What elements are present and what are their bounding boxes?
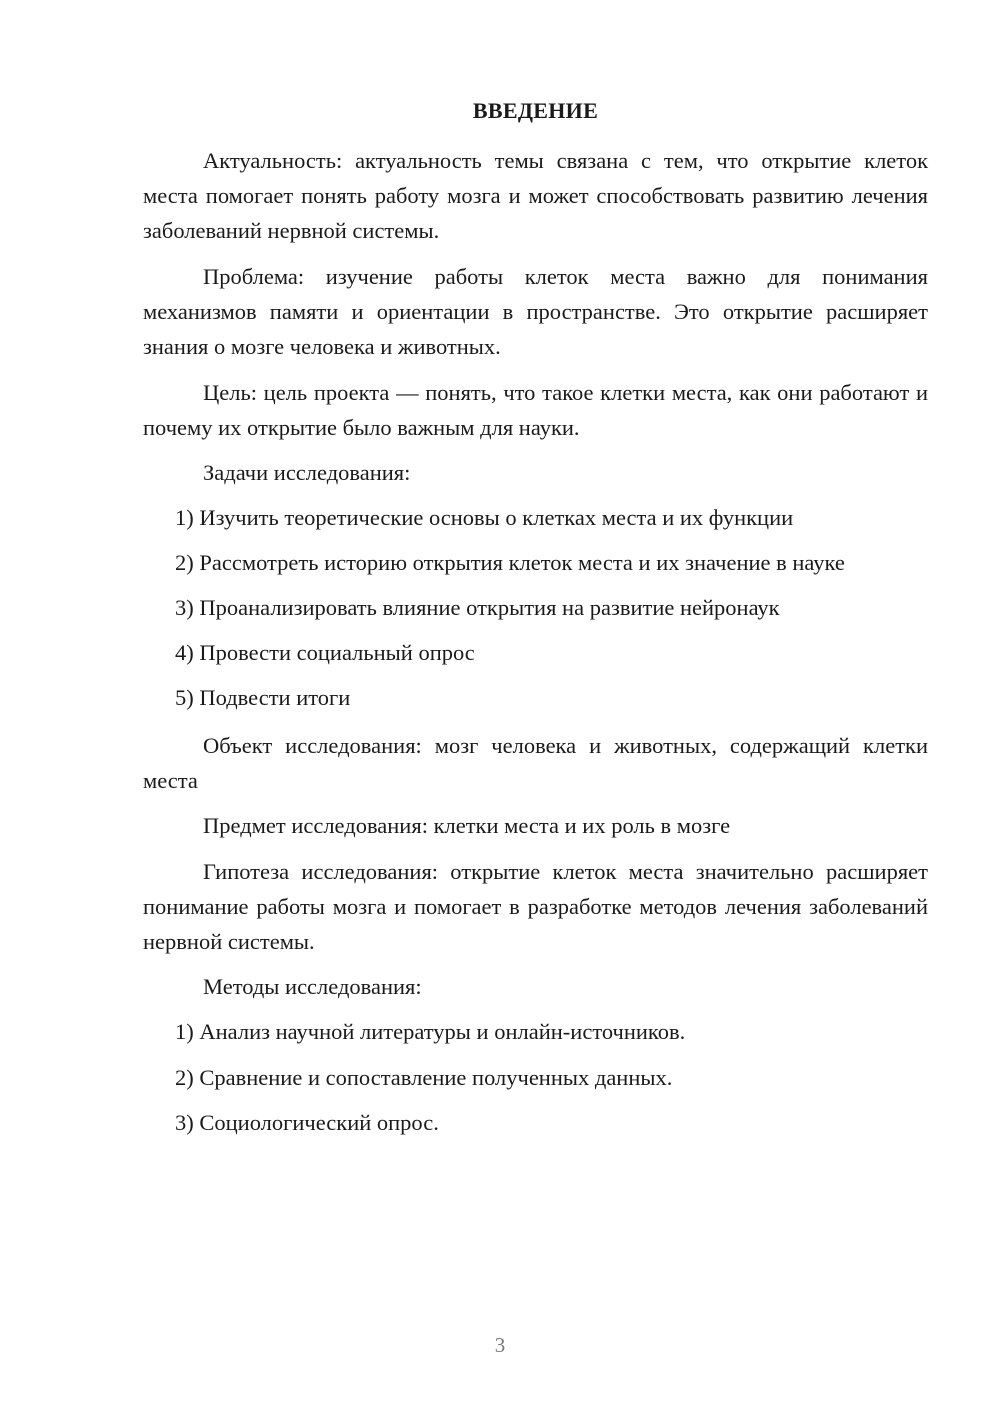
problem-paragraph: Проблема: изучение работы клеток места важно для понимания механизмов памяти и ориентации в пространстве. Это открытие расширяет знания о мозге человека и животных. [143,264,928,359]
goal-paragraph: Цель: цель проекта — понять, что такое клетки места, как они работают и почему их открытие было важным для науки. [143,380,928,440]
hypothesis-paragraph: Гипотеза исследования: открытие клеток места значительно расширяет понимание работы мозга и помогает в разработке методов лечения заболеваний нервной системы. [143,859,928,954]
method-item-3: 3) Социологический опрос. [175,1110,439,1135]
task-item-2: 2) Рассмотреть историю открытия клеток места и их значение в науке [175,550,845,575]
relevance-paragraph: Актуальность: актуальность темы связана с тем, что открытие клеток места помогает понять работу мозга и может способствовать развитию лечения заболеваний нервной системы. [143,148,928,243]
task-item-1: 1) Изучить теоретические основы о клетках места и их функции [175,505,794,530]
page-number: 3 [494,1333,506,1357]
page-title: ВВЕДЕНИЕ [472,98,599,123]
method-item-2: 2) Сравнение и сопоставление полученных данных. [175,1065,673,1090]
task-item-5: 5) Подвести итоги [175,685,351,710]
method-item-1: 1) Анализ научной литературы и онлайн-источников. [175,1019,686,1044]
subject-paragraph: Предмет исследования: клетки места и их роль в мозге [203,813,731,838]
object-paragraph: Объект исследования: мозг человека и животных, содержащий клетки места [143,733,928,793]
task-item-4: 4) Провести социальный опрос [175,640,475,665]
methods-heading: Методы исследования: [203,974,422,999]
tasks-heading: Задачи исследования: [203,460,411,485]
task-item-3: 3) Проанализировать влияние открытия на развитие нейронаук [175,595,780,620]
